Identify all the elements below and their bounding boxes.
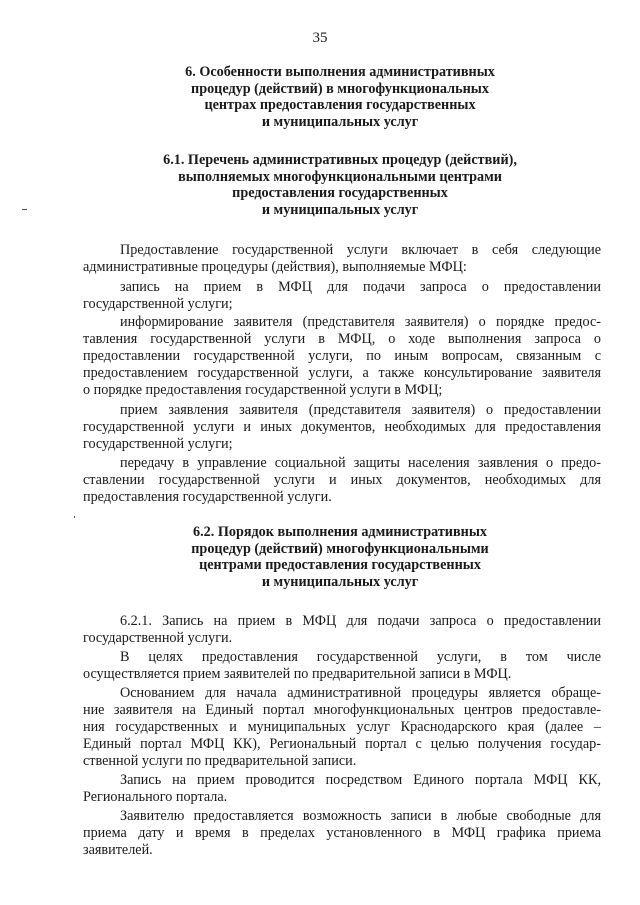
heading-line: выполняемых многофункциональными центрами — [178, 168, 502, 185]
section-6-heading — [60, 64, 620, 130]
text-line: предоставлением государственной услуги, а также консультирование заявителя — [83, 365, 601, 381]
text-line: ния государственных и муниципальных услуг Краснодарского края (далее – — [83, 719, 601, 735]
heading-line: 6.2. Порядок выполнения административных — [192, 524, 487, 540]
text-line: прием заявления заявителя (представителя заявителя) о предоставлении — [120, 402, 601, 418]
text-line: государственной услуги. — [83, 630, 233, 646]
heading-line: и муниципальных услуг — [261, 113, 419, 130]
scan-mark — [22, 209, 27, 210]
scan-mark — [74, 516, 75, 518]
paragraph — [83, 613, 601, 647]
text-line: государственной услуги; — [83, 436, 233, 452]
text-line: государственной услуги; — [83, 296, 233, 312]
section-6-1-heading — [60, 152, 620, 218]
heading-line: центрами предоставления государственных — [199, 557, 481, 573]
heading-line: и муниципальных услуг — [261, 573, 419, 590]
heading-line: 6.1. Перечень административных процедур (действий), — [163, 152, 517, 168]
text-line: 6.2.1. Запись на прием в МФЦ для подачи запроса о предоставлении — [120, 613, 601, 629]
text-line: Единый портал МФЦ КК), Региональный портал с целью получения государ- — [83, 736, 601, 752]
text-line: передачу в управление социальной защиты населения заявления о предо- — [120, 455, 601, 471]
text-line: запись на прием в МФЦ для подачи запроса о предоставлении — [120, 279, 601, 295]
paragraph — [83, 455, 601, 506]
paragraph — [83, 772, 601, 806]
paragraph — [83, 402, 601, 453]
heading-line: и муниципальных услуг — [261, 201, 419, 218]
paragraph — [83, 649, 601, 683]
heading-line: предоставления государственных — [232, 185, 448, 201]
text-line: Заявителю предоставляется возможность записи в любые свободные для — [120, 808, 601, 824]
text-line: осуществляется прием заявителей по предварительной записи в МФЦ. — [83, 666, 512, 682]
text-line: информирование заявителя (представителя заявителя) о порядке предос- — [120, 314, 601, 330]
section-6-2-heading — [60, 524, 620, 590]
text-line: заявителей. — [83, 842, 153, 858]
heading-line: центрах предоставления государственных — [204, 97, 476, 113]
heading-line: процедур (действий) многофункциональными — [191, 540, 489, 557]
heading-line: процедур (действий) в многофункциональных — [191, 80, 489, 97]
paragraph — [83, 808, 601, 859]
text-line: административные процедуры (действия), выполняемые МФЦ: — [83, 259, 467, 275]
text-line: В целях предоставления государственной услуги, в том числе — [120, 649, 601, 665]
text-line: ние заявителя на Единый портал многофункциональных центров предоставле- — [83, 702, 601, 718]
text-line: ственной услуги по предварительной записи. — [83, 753, 357, 769]
paragraph — [83, 279, 601, 313]
text-line: тавления государственной услуги в МФЦ, о ходе выполнения запроса о — [83, 331, 601, 347]
text-line: Основанием для начала административной процедуры является обраще- — [120, 685, 601, 701]
text-line: предоставления государственной услуги. — [83, 489, 332, 505]
page-number: 35 — [312, 30, 328, 46]
text-line: Запись на прием проводится посредством Единого портала МФЦ КК, — [120, 772, 601, 788]
text-line: приема дату и время в пределах установленного в МФЦ графика приема — [83, 825, 601, 841]
text-line: Предоставление государственной услуги включает в себя следующие — [120, 242, 601, 258]
text-line: ставлении государственной услуги и иных документов, необходимых для — [83, 472, 601, 488]
text-line: предоставлении государственной услуги, по иным вопросам, связанным с — [83, 348, 601, 364]
paragraph — [83, 242, 601, 276]
paragraph — [83, 685, 601, 770]
paragraph — [83, 314, 601, 399]
text-line: Регионального портала. — [83, 789, 228, 805]
text-line: о порядке предоставления государственной услуги в МФЦ; — [83, 382, 443, 398]
heading-line: 6. Особенности выполнения административных — [185, 64, 495, 80]
text-line: государственной услуги и иных документов, необходимых для предоставления — [83, 419, 601, 435]
